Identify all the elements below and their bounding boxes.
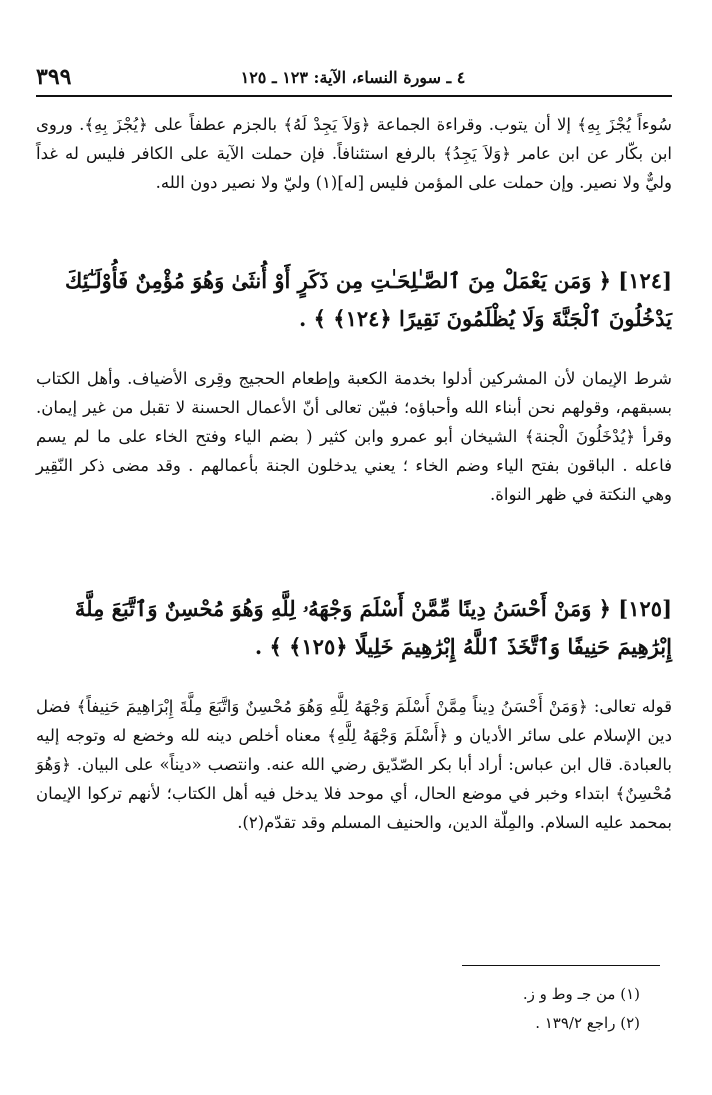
commentary-paragraph-2: شرط الإيمان لأن المشركين أدلوا بخدمة الكعبة وإطعام الحجيج وقِرى الأضياف. وأهل الكتاب بسبقهم، وقولهم نحن أبناء الله وأحباؤه؛ فبيّن تعالى أنّ الأعمال الحسنة لا تقبل من غير إيمان. وقرأ ﴿يُدْخَلُونَ الْجنة﴾ الشيخان أبو عمرو وابن كثير ( بضم الياء وفتح الخاء على ما لم يسم فاعله . الباقون بفتح الياء وضم الخاء ؛ يعني يدخلون الجنة بأعمالهم . وقد مضى ذكر النّقِير وهي النكتة في ظهر النواة.	[36, 369, 672, 504]
page-number: ٣٩٩	[36, 64, 72, 90]
running-title: ٤ ـ سورة النساء، الآية: ١٢٣ ـ ١٢٥	[240, 68, 466, 87]
commentary-paragraph-1: سُوءاً يُجْزَ بِهِ﴾ إلا أن يتوب. وقراءة الجماعة ﴿وَلاَ يَجِدْ لَهُ﴾ بالجزم عطفاً على ﴿يُجْزَ بِهِ﴾. وروى ابن بكّار عن ابن عامر ﴿وَلاَ يَجِدُ﴾ بالرفع استئنافاً. فإن حملت الآية على الكافر فليس له غداً وليٌّ ولا نصير. وإن حملت على المؤمن فليس [له](١) وليّ ولا نصير دون الله.	[36, 115, 672, 192]
footnote-rule	[462, 965, 660, 966]
verse-number-124: [١٢٤]	[618, 268, 672, 293]
footnote-1: (١) من جـ وط و ز.	[522, 985, 640, 1003]
commentary-paragraph-3: قوله تعالى: ﴿وَمَنْ أَحْسَنُ دِيناً مِمَّنْ أَسْلَمَ وَجْهَهُ لِلَّهِ وَهُوَ مُحْسِنٌ وَاتَّبَعَ مِلَّةَ إِبْرَاهِيمَ حَنِيفاً﴾ فضل دين الإسلام على سائر الأديان و ﴿أَسْلَمَ وَجْهَهُ لِلَّهِ﴾ معناه أخلص دينه لله وخضع له وتوجه إليه بالعبادة. قال ابن عباس: أراد أبا بكر الصّدّيق رضي الله عنه. وانتصب «ديناً» على البيان. ﴿وَهُوَ مُحْسِنٌ﴾ ابتداء وخبر في موضع الحال، أي موحد فلا يدخل فيه أهل الكتاب؛ لأنهم تركوا الإيمان بمحمد عليه السلام. والمِلّة الدين، والحنيف المسلم وقد تقدّم(٢).	[36, 697, 672, 832]
verse-125	[36, 590, 672, 666]
verse-number-125: [١٢٥]	[618, 596, 672, 621]
verse-text-125: ﴿ وَمَنْ أَحْسَنُ دِينًا مِّمَّنْ أَسْلَمَ وَجْهَهُۥ لِلَّهِ وَهُوَ مُحْسِنٌ وَٱتَّبَعَ مِلَّةَ إِبْرَٰهِيمَ حَنِيفًا وَٱتَّخَذَ ٱللَّهُ إِبْرَٰهِيمَ خَلِيلًا ﴿١٢٥﴾ ﴾ .	[74, 596, 672, 659]
header-rule	[36, 95, 672, 97]
verse-124	[36, 262, 672, 338]
verse-text-124: ﴿ وَمَن يَعْمَلْ مِنَ ٱلصَّـٰلِحَـٰتِ مِن ذَكَرٍ أَوْ أُنثَىٰ وَهُوَ مُؤْمِنٌ فَأُوْلَـٰٓئِكَ يَدْخُلُونَ ٱلْجَنَّةَ وَلَا يُظْلَمُونَ نَقِيرًا ﴿١٢٤﴾ ﴾ .	[65, 268, 672, 331]
page-header	[36, 62, 670, 92]
footnote-2: (٢) راجع ١٣٩/٢ .	[535, 1014, 640, 1032]
